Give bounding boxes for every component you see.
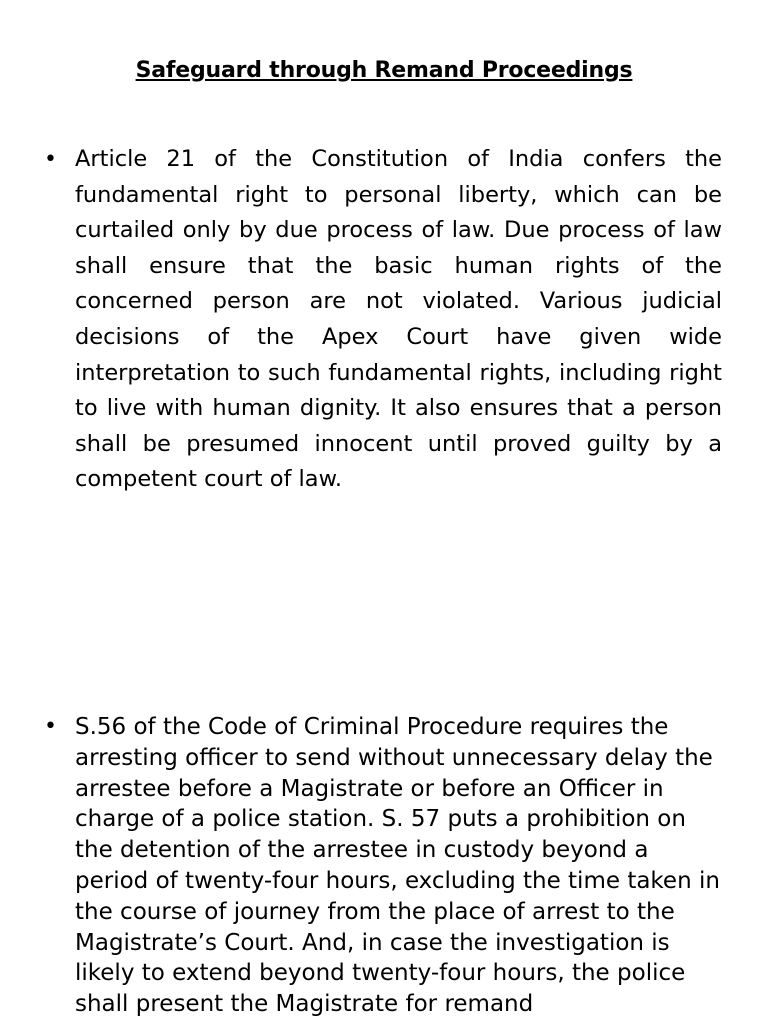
bullet-item-article-21 [40,142,722,498]
paragraph-text: Article 21 of the Constitution of India confers the fundamental right to personal liberty, which can be curtailed only by due process of law. Due process of law shall ensure that the basic human rights of the concerned person are not violated. Various judicial decisions of the Apex Court have given wide interpretation to such fundamental rights, including right to live with human dignity. It also ensures that a person shall be presumed innocent until proved guilty by a competent court of law. [75,146,722,493]
page-title: Safeguard through Remand Proceedings [135,58,633,83]
bullet-icon: • [44,147,57,172]
bullet-item-section-56 [40,712,722,1020]
paragraph-text: S.56 of the Code of Criminal Procedure requires the arresting officer to send without unnecessary delay the arrestee before a Magistrate or before an Officer in charge of a police station. S. 57 puts a prohibition on the detention of the arrestee in custody beyond a period of twenty-four hours, excluding the time taken in the course of journey from the place of arrest to the Magistrate’s Court. And, in case the investigation is likely to extend beyond twenty-four hours, the police shall present the Magistrate for remand [75,714,720,1018]
bullet-icon: • [44,714,57,739]
